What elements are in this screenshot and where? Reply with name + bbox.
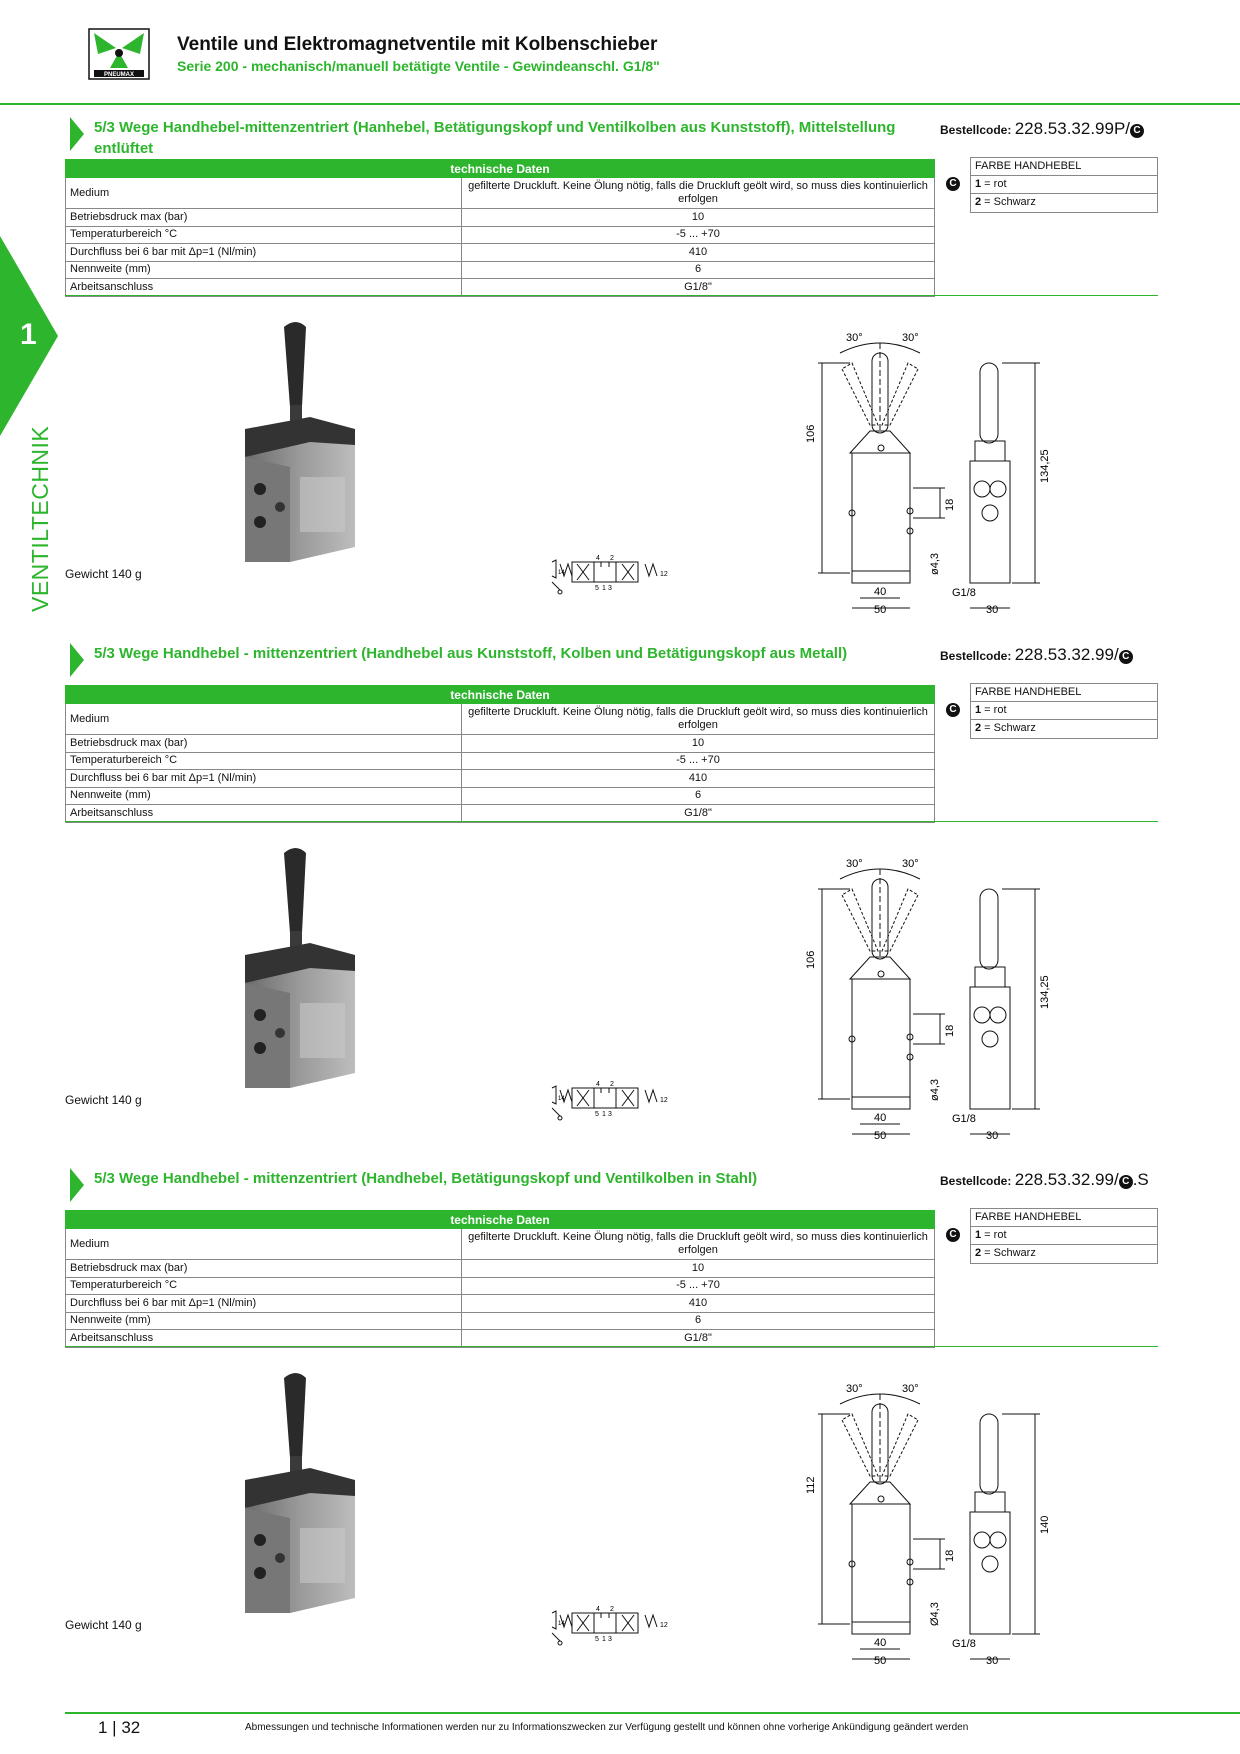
angle-left-label: 30° <box>846 858 863 870</box>
thread-label: G1/8 <box>952 587 976 599</box>
symbol-port-5: 5 <box>595 1111 599 1118</box>
height-dim-label: 112 <box>805 1476 817 1494</box>
table-row <box>66 261 935 279</box>
tech-data-table <box>65 1210 935 1348</box>
table-row <box>66 1295 935 1313</box>
row-label: Medium <box>66 178 462 209</box>
row-label: Betriebsdruck max (bar) <box>66 735 462 753</box>
table-row <box>66 1260 935 1278</box>
width-50-label: 50 <box>874 1130 887 1139</box>
row-value: gefilterte Druckluft. Keine Ölung nötig, falls die Druckluft geölt wird, so muss dies kontinuierlich erfolgen <box>462 704 935 735</box>
table-row <box>66 805 935 823</box>
total-height-dim-label: 140 <box>1039 1515 1051 1534</box>
order-code-label: Bestellcode: <box>940 649 1012 663</box>
weight-label: Gewicht 140 g <box>65 1618 142 1632</box>
lever-color-option: 2 = Schwarz <box>975 722 1036 734</box>
row-value: 6 <box>462 1312 935 1330</box>
width-40-label: 40 <box>874 1637 887 1649</box>
row-label: Temperaturbereich °C <box>66 752 462 770</box>
symbol-port-14: 14 <box>558 1096 565 1102</box>
section-title: 5/3 Wege Handhebel - mittenzentriert (Handhebel, Betätigungskopf und Ventilkolben in Stahl) <box>94 1170 758 1187</box>
width-40-label: 40 <box>874 1112 887 1124</box>
symbol-port-12: 12 <box>660 571 668 578</box>
color-code-badge: C <box>1119 650 1133 664</box>
row-label: Durchfluss bei 6 bar mit Δp=1 (Nl/min) <box>66 244 462 262</box>
lever-color-option: 1 = rot <box>971 1227 1157 1245</box>
chapter-label: VENTILTECHNIK <box>27 425 53 612</box>
row-value: -5 ... +70 <box>462 226 935 244</box>
valve-product-image <box>240 317 360 567</box>
tech-data-header: technische Daten <box>66 686 935 704</box>
table-row <box>66 1312 935 1330</box>
row-label: Betriebsdruck max (bar) <box>66 1260 462 1278</box>
dimension-drawing <box>790 313 1070 613</box>
symbol-port-14: 14 <box>558 570 565 576</box>
symbol-port-5: 5 <box>595 585 599 592</box>
row-value: 410 <box>462 770 935 788</box>
port-spacing-dim-label: 18 <box>944 1549 956 1562</box>
lever-color-header: FARBE HANDHEBEL <box>971 158 1157 176</box>
lever-color-option: 2 = Schwarz <box>975 1247 1036 1259</box>
order-code <box>940 119 1144 139</box>
row-value: gefilterte Druckluft. Keine Ölung nötig, falls die Druckluft geölt wird, so muss dies kontinuierlich erfolgen <box>462 1229 935 1260</box>
row-value: -5 ... +70 <box>462 752 935 770</box>
dimension-drawing <box>790 839 1070 1139</box>
lever-color-header: FARBE HANDHEBEL <box>971 1209 1157 1227</box>
hole-diameter-label: ø4,3 <box>929 1078 941 1101</box>
section-title: 5/3 Wege Handhebel - mittenzentriert (Handhebel aus Kunststoff, Kolben und Betätigungskopf aus Metall) <box>94 645 848 662</box>
row-label: Temperaturbereich °C <box>66 1277 462 1295</box>
width-30-label: 30 <box>986 1130 999 1139</box>
color-code-badge: C <box>1130 124 1144 138</box>
symbol-port-3: 3 <box>608 1636 612 1643</box>
row-value: G1/8" <box>462 1330 935 1348</box>
logo-text: PNEUMAX <box>103 72 135 78</box>
symbol-port-4: 4 <box>596 555 600 562</box>
row-label: Betriebsdruck max (bar) <box>66 209 462 227</box>
row-label: Temperaturbereich °C <box>66 226 462 244</box>
color-code-badge: C <box>1119 1175 1133 1189</box>
pneumatic-circuit-symbol <box>550 552 680 598</box>
tech-data-header: technische Daten <box>66 1211 935 1229</box>
row-label: Arbeitsanschluss <box>66 279 462 297</box>
product-section <box>0 643 1240 1163</box>
valve-product-image <box>240 1368 360 1618</box>
order-code-suffix: .S <box>1132 1170 1149 1189</box>
order-code <box>940 1170 1149 1190</box>
order-code <box>940 645 1133 665</box>
order-code-value: 228.53.32.99/ <box>1014 1170 1119 1189</box>
height-dim-label: 106 <box>805 950 817 969</box>
pneumax-logo <box>88 28 150 80</box>
port-spacing-dim-label: 18 <box>944 498 956 511</box>
row-value: -5 ... +70 <box>462 1277 935 1295</box>
table-row <box>66 209 935 227</box>
row-value: gefilterte Druckluft. Keine Ölung nötig, falls die Druckluft geölt wird, so muss dies kontinuierlich erfolgen <box>462 178 935 209</box>
row-value: G1/8" <box>462 279 935 297</box>
weight-label: Gewicht 140 g <box>65 1093 142 1107</box>
order-code-value: 228.53.32.99/ <box>1014 645 1119 664</box>
row-label: Nennweite (mm) <box>66 1312 462 1330</box>
section-divider <box>65 1346 1158 1347</box>
table-row <box>66 1330 935 1348</box>
angle-left-label: 30° <box>846 1383 863 1395</box>
lever-color-option: 2 = Schwarz <box>975 196 1036 208</box>
symbol-port-3: 3 <box>608 1111 612 1118</box>
symbol-port-2: 2 <box>610 555 614 562</box>
tech-data-table <box>65 685 935 823</box>
symbol-port-1: 1 <box>602 1111 606 1118</box>
color-code-badge: C <box>946 1228 960 1242</box>
section-divider <box>65 295 1158 296</box>
row-value: G1/8" <box>462 805 935 823</box>
hole-diameter-label: Ø4,3 <box>929 1602 941 1626</box>
row-label: Arbeitsanschluss <box>66 805 462 823</box>
row-value: 6 <box>462 787 935 805</box>
symbol-port-2: 2 <box>610 1081 614 1088</box>
row-label: Nennweite (mm) <box>66 787 462 805</box>
row-value: 410 <box>462 244 935 262</box>
symbol-port-3: 3 <box>608 585 612 592</box>
width-30-label: 30 <box>986 1655 999 1664</box>
color-code-badge: C <box>946 703 960 717</box>
table-row <box>66 770 935 788</box>
thread-label: G1/8 <box>952 1638 976 1650</box>
symbol-port-5: 5 <box>595 1636 599 1643</box>
section-title: 5/3 Wege Handhebel-mittenzentriert (Hanhebel, Betätigungskopf und Ventilkolben aus Kunststoff), Mittelstellung entlüftet <box>94 119 896 157</box>
row-label: Arbeitsanschluss <box>66 1330 462 1348</box>
symbol-port-12: 12 <box>660 1622 668 1629</box>
page-subtitle: Serie 200 - mechanisch/manuell betätigte Ventile - Gewindeanschl. G1/8" <box>177 58 660 74</box>
table-row <box>66 178 935 209</box>
port-spacing-dim-label: 18 <box>944 1024 956 1037</box>
width-50-label: 50 <box>874 1655 887 1664</box>
tech-data-table <box>65 159 935 297</box>
symbol-port-1: 1 <box>602 1636 606 1643</box>
row-value: 6 <box>462 261 935 279</box>
angle-left-label: 30° <box>846 332 863 344</box>
row-value: 10 <box>462 209 935 227</box>
order-code-label: Bestellcode: <box>940 1174 1012 1188</box>
chapter-number: 1 <box>20 318 37 351</box>
total-height-dim-label: 134,25 <box>1039 975 1051 1009</box>
footer-disclaimer: Abmessungen und technische Informationen werden nur zu Informationszwecken zur Verfügung gestellt und können ohne vorherige Ankündigung geändert werden <box>245 1722 969 1733</box>
valve-product-image <box>240 843 360 1093</box>
section-bullet-icon <box>70 117 84 151</box>
tech-data-header: technische Daten <box>66 160 935 178</box>
symbol-port-12: 12 <box>660 1097 668 1104</box>
row-label: Nennweite (mm) <box>66 261 462 279</box>
height-dim-label: 106 <box>805 424 817 443</box>
table-row <box>66 244 935 262</box>
table-row <box>66 1277 935 1295</box>
lever-color-header: FARBE HANDHEBEL <box>971 684 1157 702</box>
section-bullet-icon <box>70 1168 84 1202</box>
table-row <box>66 704 935 735</box>
dimension-drawing <box>790 1364 1070 1664</box>
width-30-label: 30 <box>986 604 999 613</box>
page-number: 1 | 32 <box>98 1718 141 1737</box>
row-value: 10 <box>462 735 935 753</box>
order-code-value: 228.53.32.99P/ <box>1014 119 1131 138</box>
table-row <box>66 787 935 805</box>
lever-color-option: 1 = rot <box>971 702 1157 720</box>
table-row <box>66 735 935 753</box>
weight-label: Gewicht 140 g <box>65 567 142 581</box>
width-40-label: 40 <box>874 586 887 598</box>
header-rule <box>0 103 1240 105</box>
row-label: Durchfluss bei 6 bar mit Δp=1 (Nl/min) <box>66 770 462 788</box>
footer-rule <box>65 1712 1240 1714</box>
section-divider <box>65 821 1158 822</box>
row-value: 410 <box>462 1295 935 1313</box>
symbol-port-4: 4 <box>596 1081 600 1088</box>
width-50-label: 50 <box>874 604 887 613</box>
angle-right-label: 30° <box>902 1383 919 1395</box>
order-code-label: Bestellcode: <box>940 123 1012 137</box>
product-section <box>0 1168 1240 1688</box>
table-row <box>66 752 935 770</box>
product-section <box>0 117 1240 637</box>
symbol-port-1: 1 <box>602 585 606 592</box>
symbol-port-4: 4 <box>596 1606 600 1613</box>
lever-color-option: 1 = rot <box>971 176 1157 194</box>
row-label: Medium <box>66 1229 462 1260</box>
page-title: Ventile und Elektromagnetventile mit Kolbenschieber <box>177 34 658 55</box>
table-row <box>66 1229 935 1260</box>
hole-diameter-label: ø4,3 <box>929 552 941 575</box>
row-label: Durchfluss bei 6 bar mit Δp=1 (Nl/min) <box>66 1295 462 1313</box>
angle-right-label: 30° <box>902 858 919 870</box>
row-label: Medium <box>66 704 462 735</box>
color-code-badge: C <box>946 177 960 191</box>
angle-right-label: 30° <box>902 332 919 344</box>
pneumatic-circuit-symbol <box>550 1078 680 1124</box>
pneumatic-circuit-symbol <box>550 1603 680 1649</box>
symbol-port-14: 14 <box>558 1621 565 1627</box>
section-bullet-icon <box>70 643 84 677</box>
symbol-port-2: 2 <box>610 1606 614 1613</box>
thread-label: G1/8 <box>952 1113 976 1125</box>
total-height-dim-label: 134,25 <box>1039 449 1051 483</box>
row-value: 10 <box>462 1260 935 1278</box>
table-row <box>66 226 935 244</box>
table-row <box>66 279 935 297</box>
